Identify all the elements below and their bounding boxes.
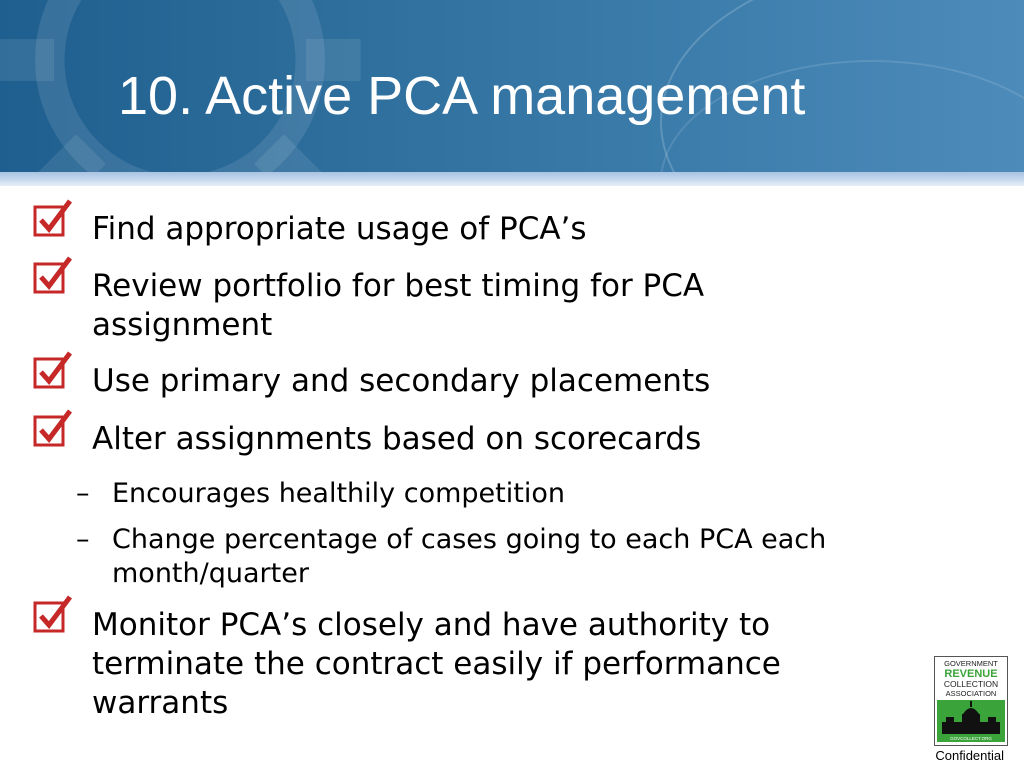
- slide-title: 10. Active PCA management: [118, 66, 806, 126]
- grca-logo: [934, 656, 1008, 746]
- logo-line-1: GOVERNMENT: [944, 659, 998, 668]
- bullet-text: Find appropriate usage of PCA’s: [92, 211, 587, 247]
- logo-line-2: REVENUE: [944, 668, 998, 680]
- bullet-text: Monitor PCA’s closely and have authority to terminate the contract easily if performance warrants: [92, 607, 781, 721]
- bullet-text: Use primary and secondary placements: [92, 363, 711, 399]
- bullet-text: Review portfolio for best timing for PCA assignment: [92, 268, 705, 343]
- sub-bullet-marker: –: [76, 478, 90, 509]
- sub-bullet-text: Encourages healthily competition: [112, 478, 565, 509]
- sub-bullet-marker: –: [76, 524, 90, 555]
- checkbox-checked-icon: [32, 594, 72, 634]
- checkbox-checked-icon: [32, 198, 72, 238]
- footer-confidential: Confidential: [935, 748, 1004, 763]
- checkbox-checked-icon: [32, 350, 72, 390]
- logo-website: GOVCOLLECT.ORG: [950, 736, 992, 741]
- logo-line-4: ASSOCIATION: [945, 689, 997, 698]
- bullet-text: Alter assignments based on scorecards: [92, 421, 702, 457]
- sub-bullet-text: Change percentage of cases going to each PCA each month/quarter: [112, 524, 827, 589]
- logo-line-3: COLLECTION: [943, 679, 999, 689]
- checkbox-checked-icon: [32, 255, 72, 295]
- checkbox-checked-icon: [32, 408, 72, 448]
